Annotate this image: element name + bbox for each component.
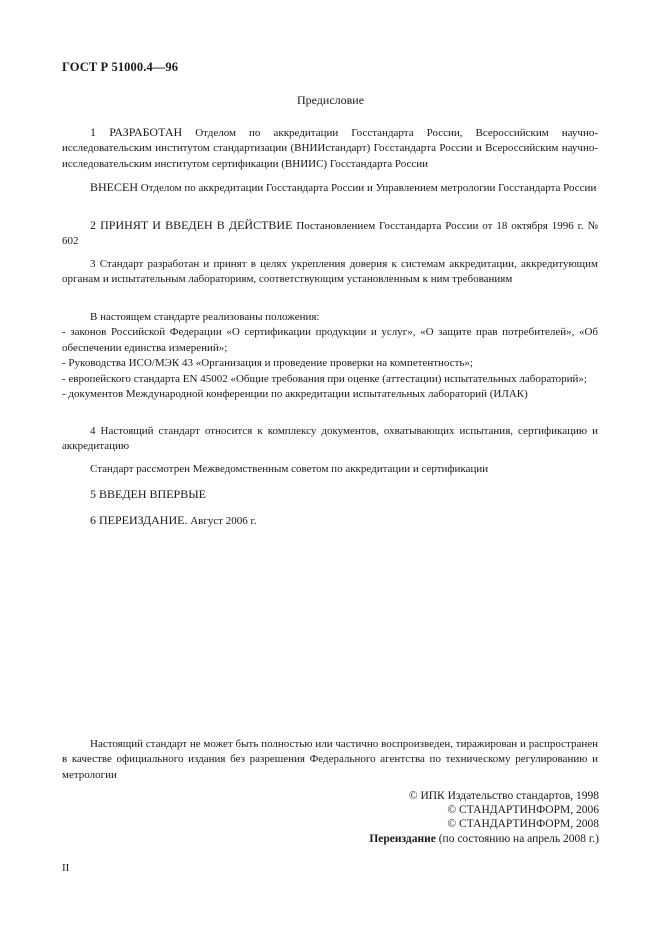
item-4-paragraph: [62, 424, 598, 455]
item-1-text: Отделом по аккредитации Госстандарта России, Всероссийским научно-исследовательским институтом стандартизации (ВНИИстандарт) Госстандарта России и Всероссийским научно-исследовательским институтом сертификации (ВНИИС) Госстандарта России: [62, 127, 598, 170]
reissue-line: [369, 832, 599, 846]
item-6-lead: 6 ПЕРЕИЗДАНИЕ.: [90, 513, 188, 527]
reviewed-paragraph: [62, 462, 598, 477]
standard-code-header: ГОСТ Р 51000.4—96: [62, 60, 179, 74]
copyright-line: © ИПК Издательство стандартов, 1998: [408, 790, 599, 802]
item-3-text: 3 Стандарт разработан и принят в целях укрепления доверия к системам аккредитации, аккредитующим органам и испытательным лабораториям, соответствующим установленным к ним требованиям: [62, 258, 598, 286]
item-1-paragraph: [62, 125, 598, 172]
provisions-item: - европейского стандарта EN 45002 «Общие требования при оценке (аттестации) испытательных лабораторий»;: [62, 372, 587, 385]
introduced-paragraph: [62, 180, 598, 196]
copyright-block: [369, 789, 599, 846]
provisions-item: - документов Международной конференции по аккредитации испытательных лабораторий (ИЛАК): [62, 388, 528, 401]
provisions-intro: В настоящем стандарте реализованы положения:: [90, 311, 320, 323]
copyright-line: © СТАНДАРТИНФОРМ, 2006: [447, 804, 599, 817]
provisions-list: [62, 325, 598, 402]
reproduction-notice-text: Настоящий стандарт не может быть полностью или частично воспроизведен, тиражирован и распространен в качестве официального издания без разрешения Федерального агентства по техническому регулированию и метрологии: [62, 738, 598, 781]
item-2-text: Постановлением Госстандарта России от 18 октября 1996 г. № 602: [62, 220, 598, 248]
item-4-text: 4 Настоящий стандарт относится к комплексу документов, охватывающих испытания, сертификацию и аккредитацию: [62, 425, 598, 453]
provisions-section: [62, 310, 598, 402]
foreword-title: Предисловие: [296, 93, 365, 107]
item-3-paragraph: [62, 257, 598, 288]
item-5-paragraph: [62, 487, 598, 503]
item-6-text: Август 2006 г.: [187, 515, 257, 527]
reissue-date: (по состоянию на апрель 2008 г.): [435, 832, 599, 845]
reviewed-text: Стандарт рассмотрен Межведомственным советом по аккредитации и сертификации: [90, 463, 489, 475]
reissue-label: Переиздание: [369, 832, 436, 845]
item-2-lead: 2 ПРИНЯТ И ВВЕДЕН В ДЕЙСТВИЕ: [90, 218, 293, 232]
reproduction-notice: [62, 737, 598, 783]
item-6-paragraph: [62, 513, 598, 529]
item-5-lead: 5 ВВЕДЕН ВПЕРВЫЕ: [90, 487, 206, 501]
provisions-item: - законов Российской Федерации «О сертификации продукции и услуг», «О защите прав потребителей», «Об обеспечении единства измерений»;: [62, 326, 598, 354]
provisions-item: - Руководства ИСО/МЭК 43 «Организация и проведение проверки на компетентность»;: [62, 357, 473, 370]
page-number: II: [62, 862, 70, 874]
introduced-text: Отделом по аккредитации Госстандарта России и Управлением метрологии Госстандарта России: [138, 182, 597, 194]
copyright-line: © СТАНДАРТИНФОРМ, 2008: [447, 818, 599, 831]
item-2-paragraph: [62, 218, 598, 250]
introduced-lead: ВНЕСЕН: [90, 180, 138, 194]
item-1-lead: 1 РАЗРАБОТАН: [90, 125, 183, 139]
